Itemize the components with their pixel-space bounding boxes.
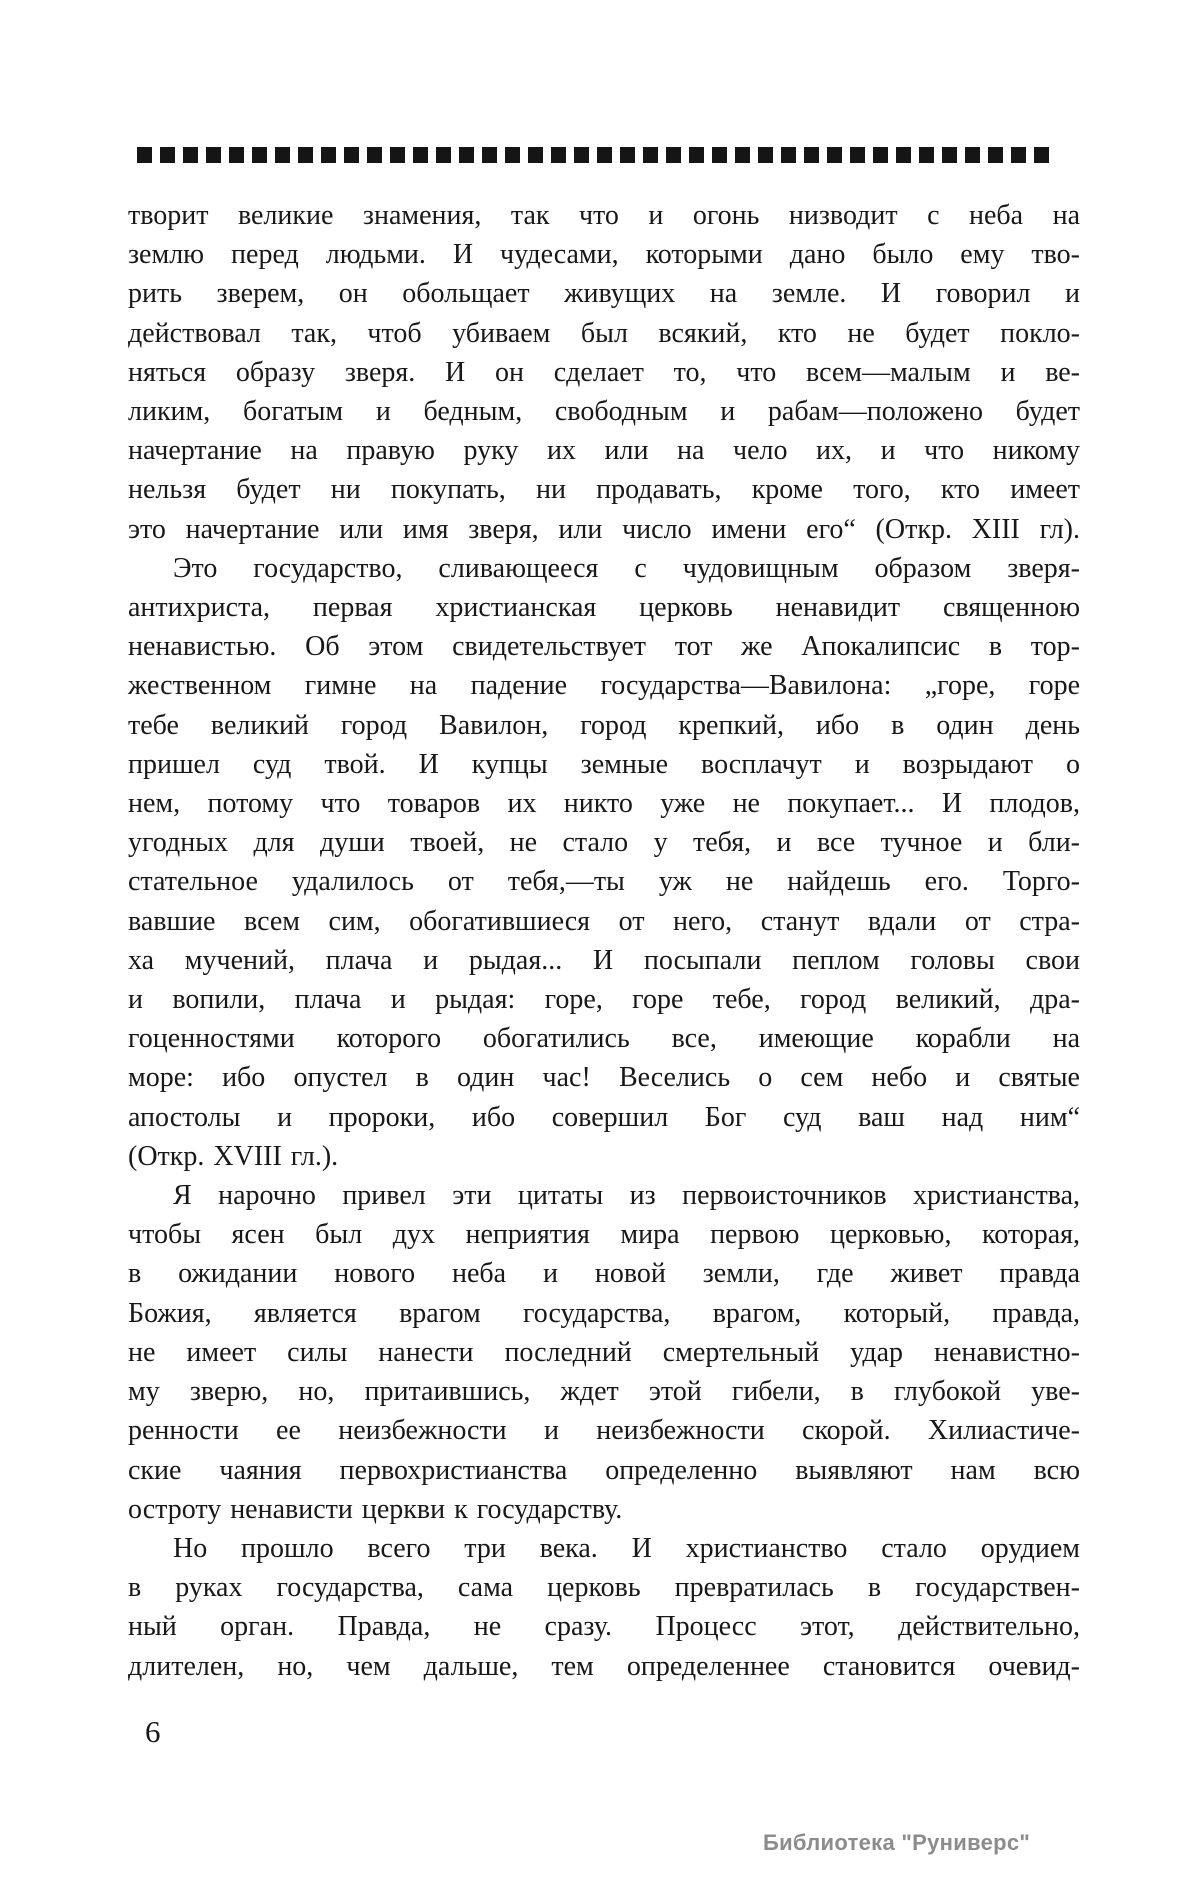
- text-line: ненавистью. Об этом свидетельствует тот же Апокалипсис в тор-: [128, 631, 1080, 663]
- dashed-rule: [137, 147, 1049, 163]
- text-line: угодных для души твоей, не стало у тебя, и все тучное и бли-: [128, 827, 1080, 859]
- text-line: рить зверем, он обольщает живущих на земле. И говорил и: [128, 278, 1080, 310]
- text-line: Я нарочно привел эти цитаты из первоисточников христианства,: [173, 1180, 1080, 1212]
- text-line: длителен, но, чем дальше, тем определеннее становится очевид-: [128, 1650, 1080, 1682]
- text-line: тебе великий город Вавилон, город крепкий, ибо в один день: [128, 709, 1080, 741]
- text-line: начертание на правую руку их или на чело их, и что никому: [128, 435, 1080, 467]
- text-line: ликим, богатым и бедным, свободным и рабам—положено будет: [128, 396, 1080, 428]
- text-line: в ожидании нового неба и новой земли, где живет правда: [128, 1258, 1080, 1290]
- text-line: ские чаяния первохристианства определенно выявляют нам всю: [128, 1454, 1080, 1486]
- text-line: нем, потому что товаров их никто уже не покупает... И плодов,: [128, 788, 1080, 820]
- text-line: землю перед людьми. И чудесами, которыми дано было ему тво-: [128, 239, 1080, 271]
- text-line: жественном гимне на падение государства—Вавилона: „горе, горе: [128, 670, 1080, 702]
- text-line: Но прошло всего три века. И христианство стало орудием: [173, 1532, 1080, 1564]
- text-line: (Откр. XVIII гл.).: [128, 1140, 339, 1172]
- text-line: не имеет силы нанести последний смертельный удар ненавистно-: [128, 1336, 1080, 1368]
- text-line: Божия, является врагом государства, врагом, который, правда,: [128, 1297, 1080, 1329]
- body-text: [128, 196, 1080, 1686]
- text-line: и вопили, плача и рыдая: горе, горе тебе, город великий, дра-: [128, 984, 1080, 1016]
- text-line: остроту ненависти церкви к государству.: [128, 1493, 623, 1525]
- text-line: ренности ее неизбежности и неизбежности скорой. Хилиастиче-: [128, 1415, 1080, 1447]
- text-line: море: ибо опустел в один час! Веселись о сем небо и святые: [128, 1062, 1080, 1094]
- text-line: нельзя будет ни покупать, ни продавать, кроме того, кто имеет: [128, 474, 1080, 506]
- page-number: 6: [145, 1714, 161, 1749]
- text-line: действовал так, чтоб убиваем был всякий, кто не будет покло-: [128, 317, 1080, 349]
- text-line: гоценностями которого обогатились все, имеющие корабли на: [128, 1023, 1080, 1055]
- text-line: ный орган. Правда, не сразу. Процесс этот, действительно,: [128, 1611, 1080, 1643]
- watermark-runivers: Библиотека "Руниверс": [763, 1830, 1031, 1855]
- text-line: антихриста, первая христианская церковь ненавидит священною: [128, 592, 1080, 624]
- text-line: му зверю, но, притаившись, ждет этой гибели, в глубокой уве-: [128, 1376, 1080, 1408]
- text-line: Это государство, сливающееся с чудовищным образом зверя-: [173, 552, 1080, 584]
- text-line: творит великие знамения, так что и огонь низводит с неба на: [128, 200, 1080, 231]
- text-line: пришел суд твой. И купцы земные восплачут и возрыдают о: [128, 748, 1080, 780]
- text-line: ха мучений, плача и рыдая... И посыпали пеплом головы свои: [128, 944, 1080, 976]
- text-line: вавшие всем сим, обогатившиеся от него, станут вдали от стра-: [128, 905, 1080, 937]
- text-line: чтобы ясен был дух неприятия мира первою церковью, которая,: [128, 1219, 1080, 1251]
- text-line: в руках государства, сама церковь превратилась в государствен-: [128, 1572, 1080, 1604]
- text-line: это начертание или имя зверя, или число имени его“ (Откр. XIII гл).: [128, 513, 1080, 545]
- text-line: апостолы и пророки, ибо совершил Бог суд ваш над ним“: [128, 1101, 1080, 1133]
- text-line: стательное удалилось от тебя,—ты уж не найдешь его. Торго-: [128, 866, 1080, 898]
- text-line: няться образу зверя. И он сделает то, что всем—малым и ве-: [128, 356, 1080, 388]
